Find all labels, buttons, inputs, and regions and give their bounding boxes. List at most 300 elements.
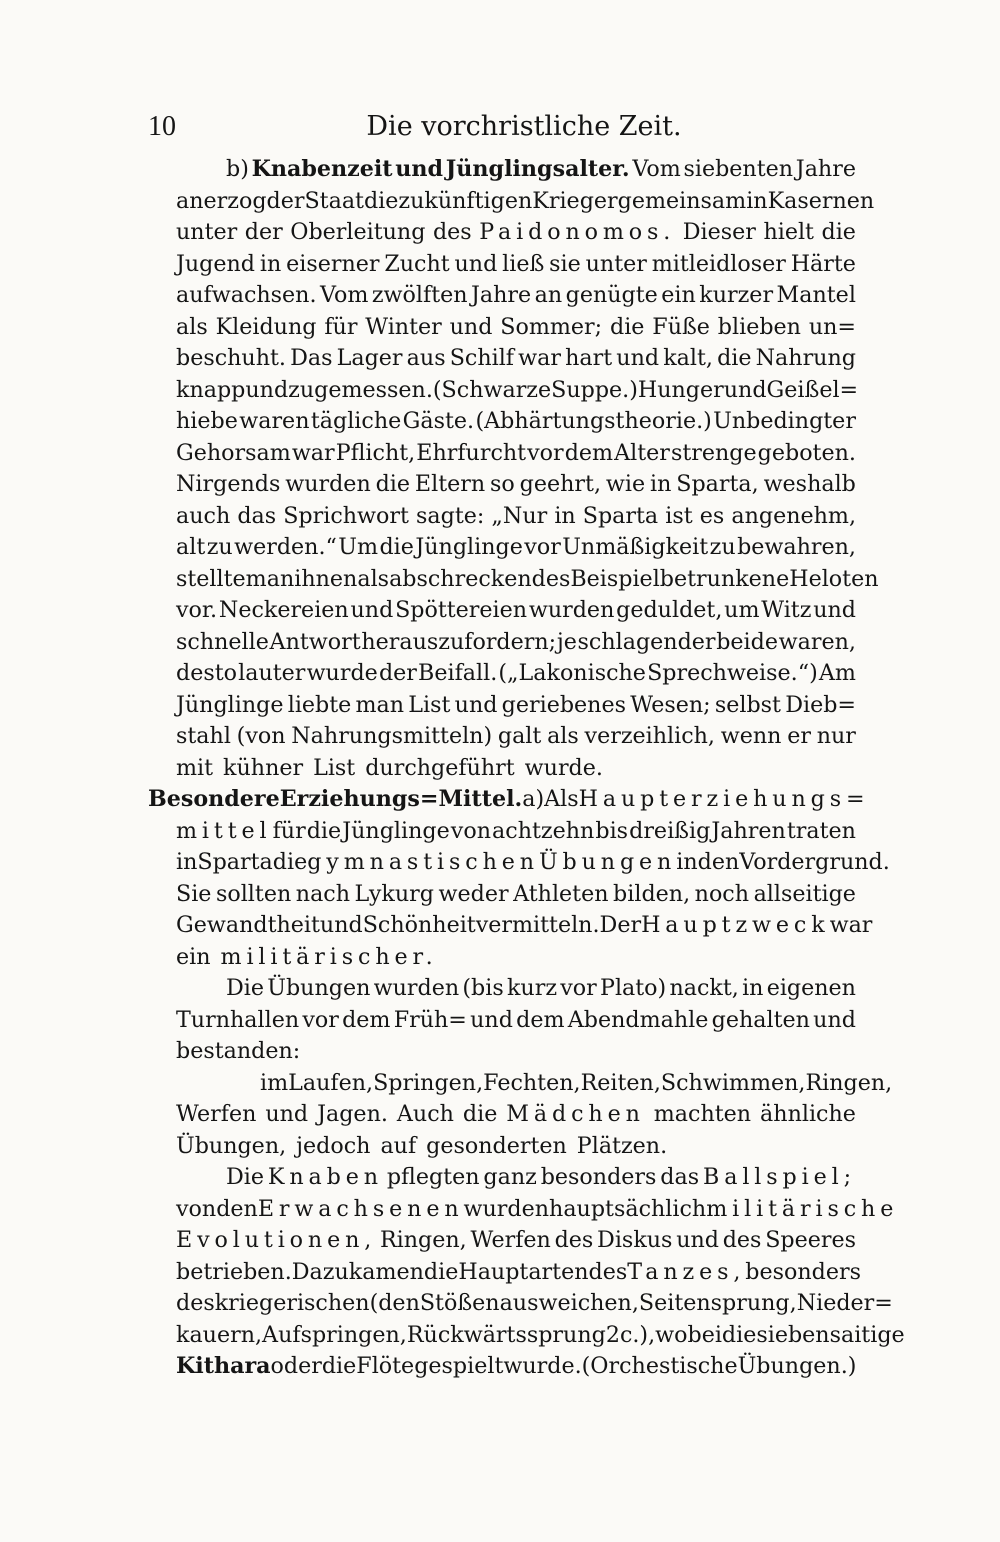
word: List [313,754,356,781]
page-header [148,111,860,147]
word: oder [270,1353,322,1379]
word: wurde. [503,1353,582,1379]
word: man [245,565,295,592]
word: geboten. [757,439,856,466]
word: Übungen.) [737,1353,857,1379]
word: die [321,1353,357,1379]
word: Jünglinge [176,691,284,718]
word: Hauptzweck [641,912,830,938]
word: allseitige [753,880,856,907]
text-line [176,154,856,186]
word: Ringen, [379,1227,467,1253]
word: Übungen, [176,1132,287,1159]
word: Alter [614,439,670,466]
text-line [176,1257,861,1289]
word: strenge [670,439,757,466]
word: Härte [790,250,856,277]
word: Zucht [384,250,450,277]
text-line [176,690,856,722]
word: Mädchen [506,1101,645,1127]
word: (von [236,723,286,749]
word: des [722,1227,762,1253]
word: zwölften [371,282,468,308]
word: gespielt [414,1353,504,1379]
word: Ringen, [805,1069,893,1096]
word: Besondere [148,786,280,812]
word: vor. [176,597,218,623]
word: Oberleitung [290,219,426,245]
text-line [176,1068,893,1100]
word: desto [176,660,237,686]
word: die [721,1321,757,1348]
word: traten [786,817,856,844]
word: Das [290,345,333,371]
word: und [350,597,394,623]
word: galt [497,723,542,749]
word: die [379,534,414,560]
word: dem [564,439,614,466]
word: Witz [761,597,812,623]
word: wenn [720,723,782,749]
word: Vom [320,282,369,308]
word: schnelle [176,628,269,655]
word: die [462,1101,498,1127]
word: Lykurg [354,880,434,907]
word: sie [549,250,581,277]
word: betrieben. [176,1258,292,1285]
word: zu [709,534,736,560]
word: als [547,723,579,749]
text-line [176,249,856,281]
word: an [176,187,204,214]
word: von [450,817,491,844]
word: liebte [287,691,352,718]
word: wurden [373,975,460,1001]
word: unter [176,219,238,245]
word: Vordergrund. [739,849,890,875]
word: kurz [506,975,558,1001]
body-text [148,154,905,1383]
text-line [176,1131,856,1163]
text-line [176,217,856,249]
word: er [787,723,811,749]
word: kurzer [699,282,774,308]
word: in [676,849,698,875]
running-head: Die vorchristliche Zeit. [366,111,682,142]
word: („Lakonische [498,660,646,686]
word: dem [342,1006,391,1033]
word: siebenten [683,156,794,182]
word: Nahrungsmitteln) [291,723,493,749]
word: (Abhärtungstheorie.) [475,408,712,434]
word: das [237,502,277,529]
word: an [534,282,563,308]
text-line [176,1099,856,1131]
word: waren, [778,628,856,655]
word: und [813,1006,856,1033]
word: wurden [528,597,615,623]
word: wurde [306,660,378,686]
word: Jahre [795,156,856,182]
word: und [449,313,493,340]
text-line [176,1005,856,1037]
word: vor [527,439,564,466]
word: das [660,1164,700,1190]
word: ein [176,943,211,970]
word: die [717,345,752,371]
text-line [176,1351,856,1383]
word: ließ [502,250,545,277]
word: aus [406,345,446,371]
text-line [176,627,856,659]
word: wie [605,471,646,497]
word: und [723,376,767,403]
word: war [518,345,561,371]
word: vor [524,534,561,560]
word: List [408,691,451,718]
word: man [355,691,405,718]
word: Hauptarten [458,1258,589,1285]
word: Nieder= [796,1290,893,1316]
word: schlagender [577,628,716,655]
word: beide [716,628,778,655]
word: den [216,1195,258,1222]
word: militärische [706,1195,899,1222]
word: Jugend [176,250,256,277]
word: von [176,1195,217,1222]
word: Schilf [449,345,515,371]
word: kriegerischen [214,1290,370,1316]
word: mit [176,754,214,781]
word: Gewandtheit [176,912,320,938]
word: noch [694,880,750,907]
word: und [470,1006,513,1033]
word: Speeres [765,1227,856,1253]
word: ihnen [294,565,358,592]
word: sollten [215,880,292,907]
word: Jünglinge [415,534,523,560]
word: gesonderten [426,1132,567,1159]
word: hauptsächlich [549,1195,707,1222]
word: aufwachsen. [176,282,317,308]
word: selbst [714,691,781,718]
word: vor [302,1006,339,1033]
word: in [649,471,672,497]
word: Hunger [637,376,724,403]
word: geduldet, [616,597,723,623]
word: zukünftigen [398,187,533,214]
word: betrunkene [659,565,790,592]
word: Übungen [267,975,371,1001]
word: Kleidung [215,313,317,340]
word: wobei [655,1321,722,1348]
word: Antwort [269,628,361,655]
word: die [821,219,856,245]
word: des [588,1258,628,1285]
word: Abendmahle [567,1006,709,1033]
text-line [176,973,856,1005]
word: und [813,597,856,623]
word: Pflicht, [335,439,416,466]
word: Flöte [356,1353,415,1379]
word: Der [599,912,642,938]
word: dem [516,1006,565,1033]
word: lauter [238,660,306,686]
word: war [829,912,873,938]
word: durchgeführt [365,754,515,781]
word: Suppe.) [551,376,638,403]
word: Wesen; [630,691,711,718]
text-line [176,469,856,501]
word: den [697,849,740,875]
word: ein [661,282,696,308]
word: der [378,660,417,686]
word: Sparta, [676,471,759,497]
word: Um [338,534,379,560]
text-line [176,1036,856,1068]
word: (Orchestische [581,1353,738,1379]
word: kalt, [663,345,713,371]
word: Tanzes, [627,1258,746,1285]
word: und [395,156,444,182]
word: beschuht. [176,345,286,371]
word: Nirgends [176,471,281,497]
word: jedoch [296,1132,371,1159]
word: Haupterziehungs= [578,786,870,812]
word: weder [438,880,509,907]
word: so [490,471,515,497]
word: der [244,219,283,245]
word: Nahrung [755,345,856,371]
word: siebensaitige [756,1321,905,1348]
word: Beifall. [418,660,498,686]
word: für [272,817,306,844]
word: genügte [565,282,658,308]
word: in [259,250,282,277]
word: und [676,1227,719,1253]
word: um [724,597,760,623]
word: Beispiel [570,565,660,592]
page-number: 10 [148,111,176,142]
word: Unmäßigkeit [562,534,709,560]
word: Dazu [291,1258,349,1285]
word: sagte: [416,502,485,529]
word: Reiten, [580,1069,661,1096]
word: bis [595,817,629,844]
word: Krieger [532,187,618,214]
word: Spöttereien [395,597,528,623]
word: Sparta [197,849,273,875]
word: und [454,250,498,277]
word: Übungen [538,849,677,875]
word: auch [176,502,231,529]
word: in [554,502,576,529]
word: bilden, [613,880,691,907]
word: für [324,313,358,340]
text-line [176,375,859,407]
word: kamen [348,1258,424,1285]
word: Jahren [711,817,786,844]
word: und [319,912,363,938]
word: des [432,219,472,245]
word: verzeihlich, [584,723,715,749]
word: (bis [462,975,504,1001]
word: war [291,439,335,466]
word: Sommer; [500,313,603,340]
word: Unbedingter [713,408,856,434]
word: Sparta [582,502,659,529]
word: Seitensprung, [638,1290,797,1316]
word: nach [295,880,351,907]
word: weshalb [763,471,856,497]
word: mitleidloser [651,250,786,277]
word: Jünglinge [342,817,450,844]
word: Paidonomos. [479,219,676,245]
word: Schwimmen, [660,1069,806,1096]
word: gymnastischen [307,849,539,875]
word: stahl [176,723,231,749]
word: in [746,187,768,214]
word: Werfen [470,1227,551,1253]
word: un= [808,313,856,340]
word: gehalten [711,1006,810,1033]
text-line [176,280,856,312]
word: Neckereien [218,597,349,623]
word: geriebenes [501,691,626,718]
text-line [148,784,870,816]
word: (Schwarze [432,376,552,403]
word: Heloten [789,565,879,592]
word: nackt, [669,975,739,1001]
word: auf [380,1132,417,1159]
text-line [176,847,890,879]
text-line [176,343,856,375]
word: Erwachsenen [257,1195,464,1222]
word: Auch [396,1101,454,1127]
word: je [556,628,577,655]
word: Knaben [267,1164,383,1190]
word: zu [206,534,233,560]
word: ähnliche [760,1101,856,1127]
word: militärischer. [220,943,438,970]
text-line [176,564,879,596]
word: Am [818,660,856,686]
word: im [260,1069,289,1096]
text-line [176,1162,856,1194]
word: die [423,1258,459,1285]
text-line [176,532,856,564]
word: blieben [717,313,801,340]
text-line [176,816,856,848]
word: Schönheit [362,912,476,938]
word: des [176,1290,215,1316]
word: Jagen. [317,1101,388,1127]
text-line [176,910,873,942]
word: ausweichen, [499,1290,639,1316]
text-line [176,1288,893,1320]
text-line [176,879,856,911]
word: Winter [365,313,442,340]
word: Die [226,975,265,1001]
word: angenehm, [731,502,856,529]
text-line [176,942,856,974]
text-line [176,753,856,785]
word: achtzehn [492,817,595,844]
word: und [245,376,289,403]
word: Jahre [471,282,532,308]
word: knapp [176,376,246,403]
word: Springen, [373,1069,484,1096]
word: Dieb= [785,691,856,718]
word: und [616,345,660,371]
text-line [176,186,875,218]
word: Eltern [414,471,486,497]
word: Kasernen [767,187,875,214]
word: Aufspringen, [262,1321,407,1348]
word: mittel [176,817,272,844]
word: unter [585,250,647,277]
word: vermitteln. [475,912,600,938]
word: wurden [285,471,371,497]
word: Vom [632,156,681,182]
word: ist [665,502,693,529]
word: kühner [223,754,304,781]
text-line [176,501,856,533]
word: die [306,817,342,844]
word: wurden [463,1195,550,1222]
word: Dieser [682,219,756,245]
word: machten [653,1101,752,1127]
word: Füße [652,313,710,340]
word: Evolutionen, [176,1227,377,1253]
word: Diskus [597,1227,673,1253]
text-line [176,1225,856,1257]
word: b) [226,156,249,182]
word: (den [369,1290,420,1316]
word: a) [522,786,545,812]
word: nur [816,723,856,749]
word: erzog [203,187,267,214]
word: Geißel= [766,376,859,403]
word: Jünglingsalter. [445,156,630,182]
word: des [554,1227,594,1253]
word: hart [565,345,613,371]
word: Früh= [393,1006,467,1033]
word: es [699,502,725,529]
word: die [375,471,411,497]
word: Gäste. [402,408,475,434]
word: Sie [176,880,212,907]
word: Die [226,1164,265,1190]
text-line [176,658,856,690]
word: bestanden: [176,1038,301,1064]
word: vor [560,975,597,1001]
word: werden.“ [234,534,337,560]
word: stellte [176,565,246,592]
word: in [742,975,764,1001]
text-line [176,438,856,470]
word: Mantel [776,282,856,308]
word: Plätzen. [576,1132,668,1159]
word: gemeinsam [617,187,747,214]
text-line [176,721,856,753]
word: tägliche [310,408,402,434]
word: und [454,691,498,718]
word: Stößen [419,1290,500,1316]
word: pflegten [386,1164,480,1190]
word: besonders [745,1258,861,1285]
word: Athleten [513,880,609,907]
